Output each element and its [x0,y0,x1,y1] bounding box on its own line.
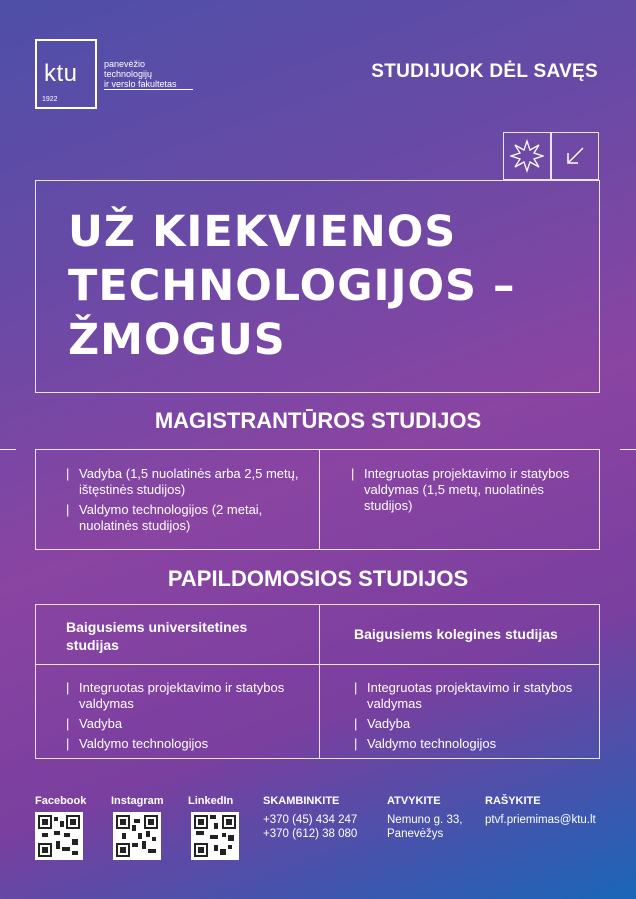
additional-right-list [354,680,579,756]
list-item: | Valdymo technologijos [354,736,579,752]
linkedin-qr-code[interactable] [191,812,239,860]
list-item: | Integruotas projektavimo ir statybos valdymas (1,5 metų, nuolatinės studijos) [351,466,576,514]
row-divider [36,664,599,665]
qr-code-icon [194,815,236,857]
arrow-icon-box [551,132,599,180]
column-divider [319,605,320,758]
hero-title [68,205,516,367]
hero-line-1: UŽ KIEKVIENOS [68,207,457,257]
call-label: SKAMBINKITE [263,795,340,807]
logo-line-1: panevėžio [104,59,146,69]
list-item: | Vadyba (1,5 nuolatinės arba 2,5 metų, ištęstinės studijos) [66,466,306,498]
divider-left [0,449,16,450]
logo-brand: ktu [44,60,78,87]
logo-line-3: ir verslo fakultetas [104,79,177,89]
hero-line-3: ŽMOGUS [68,315,286,365]
masters-left-list [66,466,306,538]
email-link[interactable]: ptvf.priemimas@ktu.lt [485,814,596,826]
address [387,813,462,841]
masters-table [35,449,600,550]
arrow-down-left-icon [563,144,587,168]
facebook-qr-code[interactable] [35,812,83,860]
instagram-qr-code[interactable] [113,812,161,860]
address-line-2: Panevėžys [387,828,444,840]
list-item: | Integruotas projektavimo ir statybos valdymas [66,680,301,712]
hero-box [35,180,600,393]
hero-line-2: TECHNOLOGIJOS – [68,261,516,311]
list-item: | Valdymo technologijos [66,736,301,752]
masters-title: MAGISTRANTŪROS STUDIJOS [154,408,482,433]
list-item: | Vadyba [66,716,301,732]
list-item: | Integruotas projektavimo ir statybos valdymas [354,680,579,712]
logo-year: 1922 [42,96,58,103]
sparkle-icon-box [503,132,551,180]
masters-right-list [351,466,576,518]
list-item: | Vadyba [354,716,579,732]
logo-line-2: technologijų [104,69,153,79]
sparkle-icon [510,139,544,173]
phone-numbers [263,813,357,841]
write-label: RAŠYKITE [485,795,541,807]
tagline: STUDIJUOK DĖL SAVĘS [371,61,598,82]
address-line-1: Nemuno g. 33, [387,814,463,826]
instagram-label: Instagram [111,795,164,807]
university-graduates-heading: Baigusiems universitetines studijas [66,619,248,653]
list-item: | Valdymo technologijos (2 metai, nuolatinės studijos) [66,502,306,534]
facebook-label: Facebook [35,795,87,807]
logo-faculty-name [104,59,204,89]
qr-code-icon [116,815,158,857]
college-graduates-heading: Baigusiems kolegines studijas [354,626,558,642]
logo-underline [104,89,193,90]
divider-right [620,449,636,450]
linkedin-label: LinkedIn [188,795,234,807]
additional-title: PAPILDOMOSIOS STUDIJOS [167,566,469,591]
visit-label: ATVYKITE [387,795,441,807]
column-divider [319,450,320,549]
qr-code-icon [38,815,80,857]
additional-table [35,604,600,759]
additional-left-list [66,680,301,756]
phone-link-2[interactable]: +370 (612) 38 080 [263,828,358,840]
phone-link-1[interactable]: +370 (45) 434 247 [263,814,358,826]
